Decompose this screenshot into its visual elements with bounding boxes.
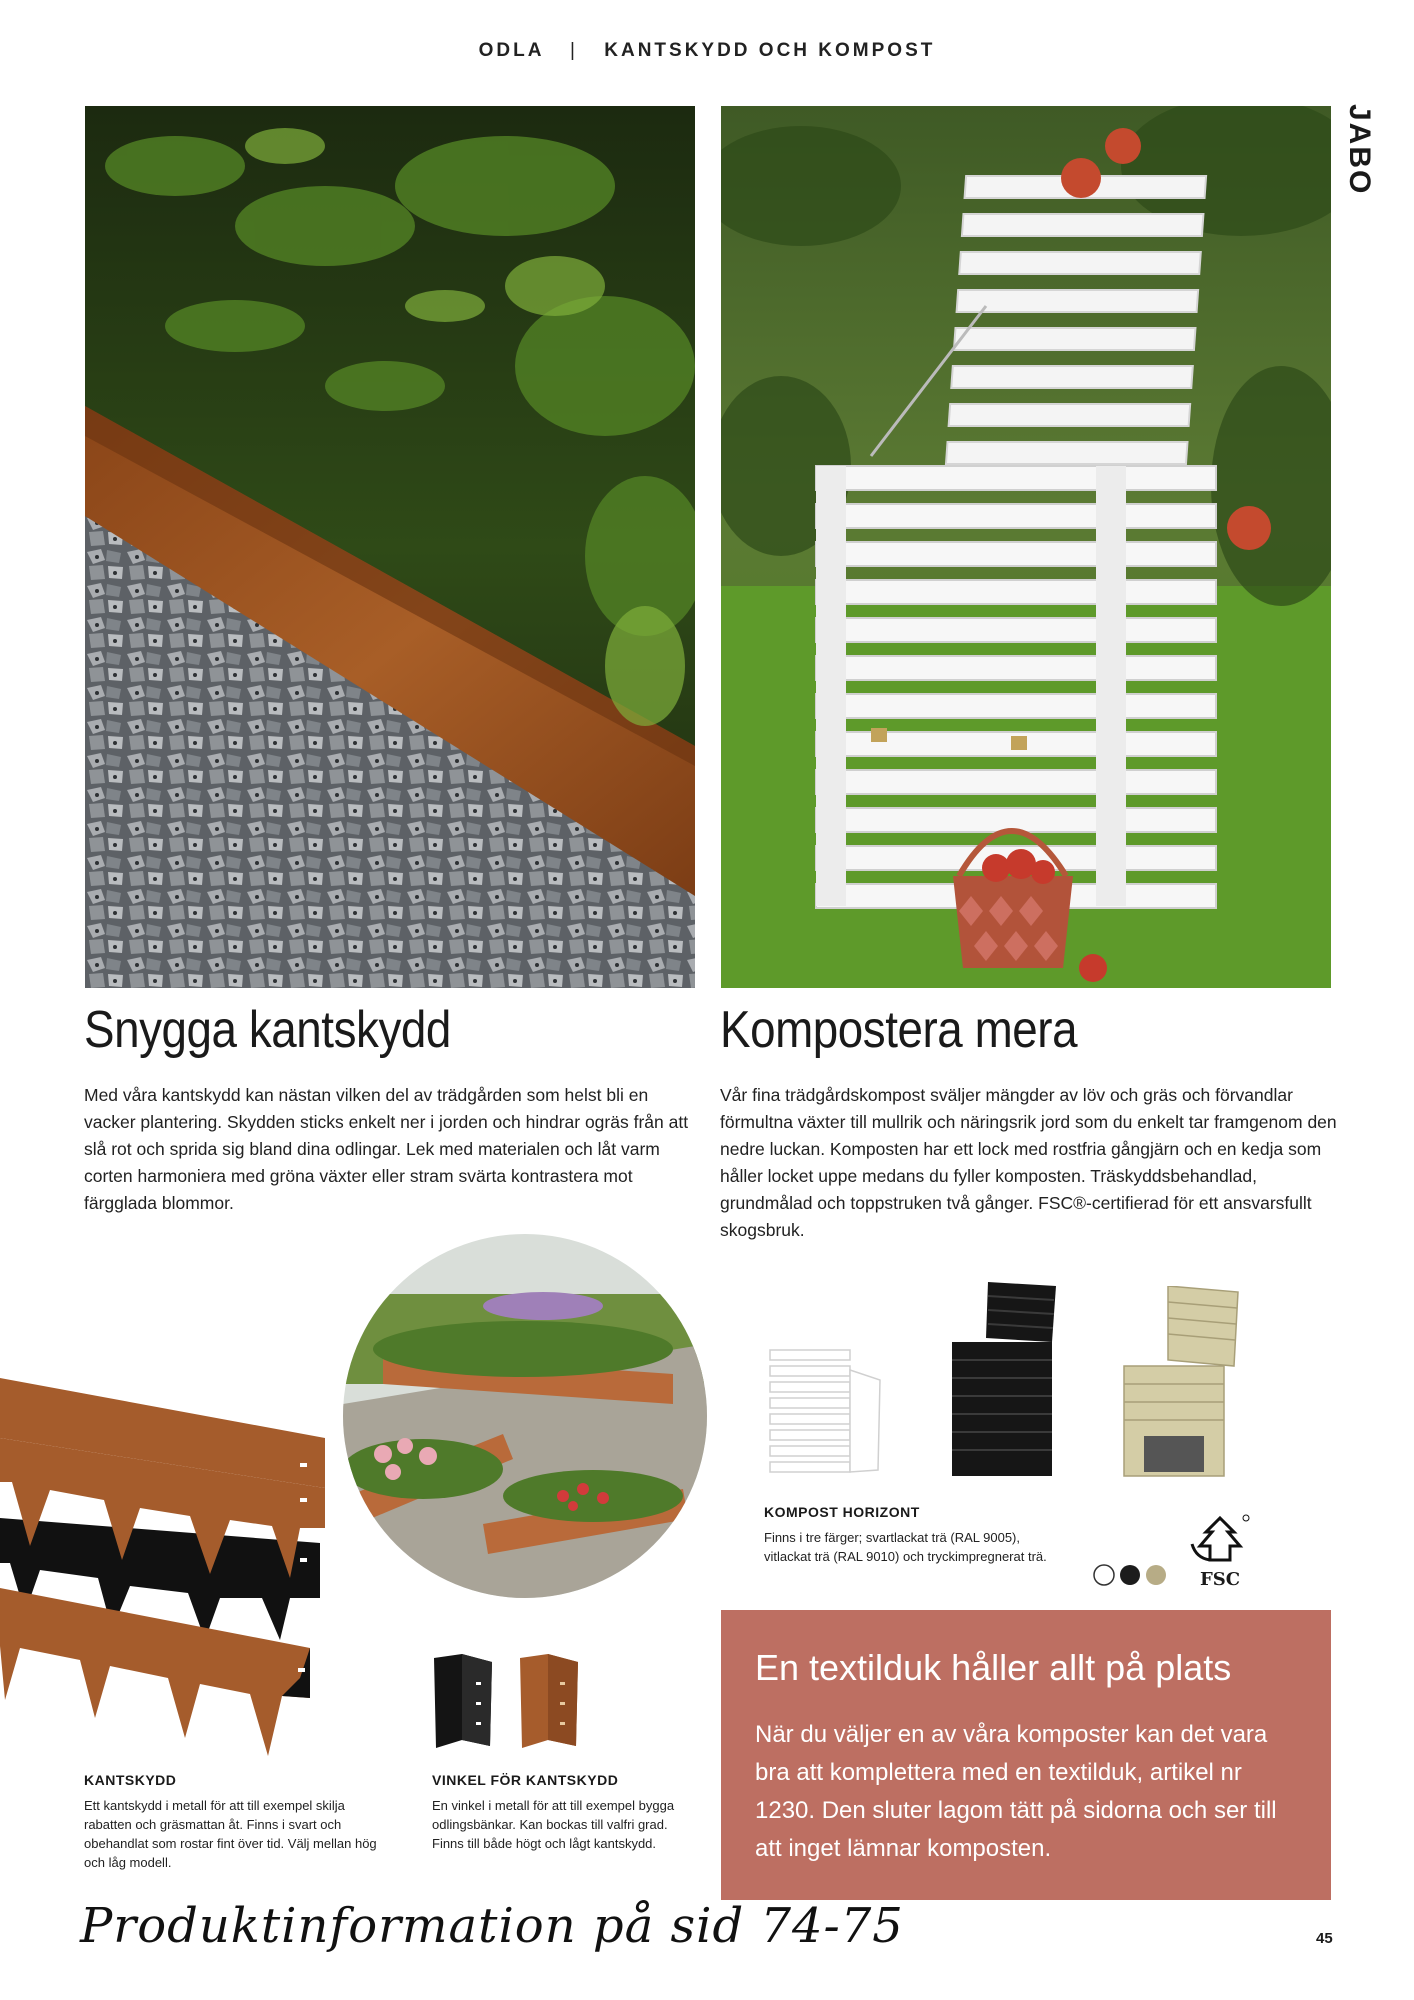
- edging-body: Med våra kantskydd kan nästan vilken del av trädgården som helst bli en vacker plantering. Skydden sticks enkelt ner i jorden och hindrar ogräs från att slå rot och sprida sig bland dina odlingar. Lek med materialen och låt varm corten harmoniera med gröna växter eller stram svärta kontrastera mot färgglada blommor.: [84, 1085, 689, 1213]
- product-info-script: Produktinformation på sid 74-75: [80, 1898, 904, 1954]
- swatch-black: [1120, 1565, 1140, 1585]
- angle-product-image: [432, 1654, 584, 1750]
- kompost-product-text: Finns i tre färger; svartlackat trä (RAL 9005), vitlackat trä (RAL 9010) och tryckimpregnerat trä.: [764, 1530, 1047, 1564]
- section-label: ODLA: [478, 40, 544, 61]
- tip-text: När du väljer en av våra komposter kan det vara bra att komplettera med en textilduk, artikel nr 1230. Den sluter lagom tätt på sidorna och ser till att inget lämnar komposten.: [755, 1721, 1277, 1862]
- raised-beds-photo: [343, 1234, 707, 1598]
- compost-white-image: [760, 1340, 890, 1480]
- tip-title: En textilduk håller allt på plats: [755, 1647, 1232, 1688]
- compost-body: Vår fina trädgårdskompost sväljer mängder av löv och gräs och förvandlar förmultna växter till mullrik och näringsrik jord som du enkelt tar framgenom den nedre luckan. Komposten har ett lock med rostfria gångjärn och en kedja som håller locket uppe medans du fyller komposten. Träskyddsbehandlad, grundmålad och toppstruken två gånger. FSC®-certifierad för ett ansvarsfullt skogsbruk.: [720, 1085, 1337, 1240]
- vinkel-product-text: En vinkel i metall för att till exempel bygga odlingsbänkar. Kan bockas till valfri grad. Finns till både högt och lågt kantskydd.: [432, 1798, 675, 1851]
- swatch-natural: [1146, 1565, 1166, 1585]
- kantskydd-product-title: KANTSKYDD: [84, 1772, 177, 1788]
- compost-black-image: [948, 1282, 1068, 1482]
- vinkel-product-title: VINKEL FÖR KANTSKYDD: [432, 1772, 619, 1788]
- edging-photo: [85, 106, 695, 988]
- textile-tip-box: [721, 1610, 1331, 1900]
- brand-logo: JABO: [1343, 104, 1376, 196]
- edging-product-image: [0, 1378, 330, 1778]
- kompost-product-title: KOMPOST HORIZONT: [764, 1504, 920, 1520]
- fsc-logo: [1190, 1514, 1250, 1588]
- header-separator: |: [570, 40, 578, 61]
- page-number: 45: [1316, 1930, 1333, 1947]
- kantskydd-product-text: Ett kantskydd i metall för att till exempel skilja rabatten och gräsmattan åt. Finns i svart och obehandlat som rostar fint över tid. Välj mellan hög och låg modell.: [84, 1798, 377, 1870]
- compost-impregnated-image: [1118, 1286, 1246, 1482]
- swatch-white: [1094, 1565, 1114, 1585]
- fsc-label: FSC: [1199, 1569, 1241, 1590]
- color-swatches: [1092, 1562, 1172, 1588]
- compost-heading: Kompostera mera: [720, 1001, 1078, 1059]
- topic-label: KANTSKYDD OCH KOMPOST: [604, 40, 936, 61]
- edging-heading: Snygga kantskydd: [84, 1001, 451, 1059]
- compost-photo: [721, 106, 1331, 988]
- page-header: [0, 40, 1414, 62]
